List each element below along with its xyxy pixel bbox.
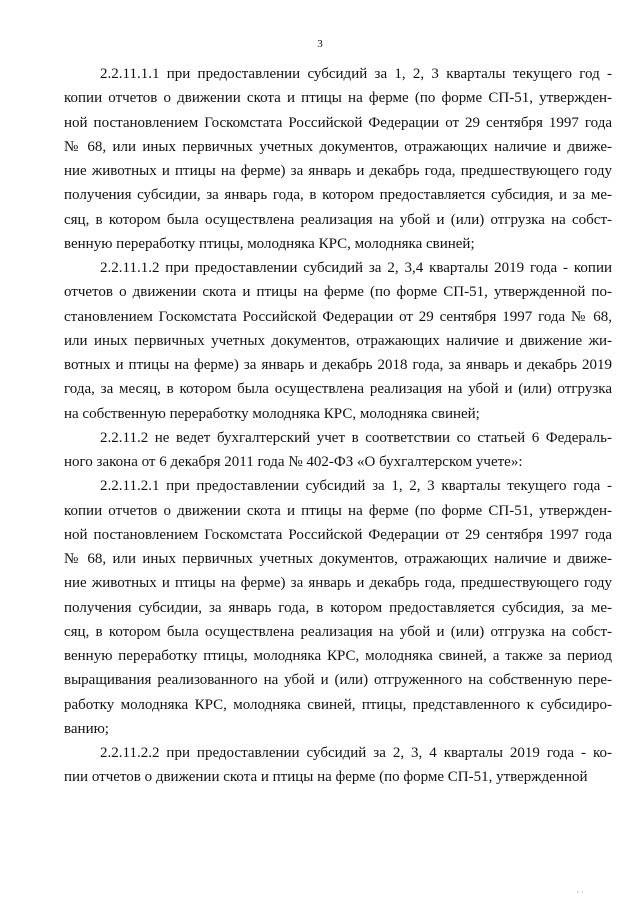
text-line: на собственную переработку молодняка КРС, молодняка свиней;: [64, 405, 480, 422]
text-line: ние животных и птицы на ферме) за январь и декабрь года, предшествующего году: [64, 575, 612, 592]
text-line: венную переработку птицы, молодняка КРС, молодняка свиней, а также за период: [64, 648, 612, 664]
document-body: [64, 62, 612, 790]
text-line: 2.2.11.1.1 при предоставлении субсидий за 1, 2, 3 кварталы текущего год -: [100, 66, 612, 82]
text-line: 2.2.11.1.2 при предоставлении субсидий за 2, 3,4 кварталы 2019 года - копии: [100, 260, 612, 276]
text-line: № 68, или иных первичных учетных документов, отражающих наличие и движе-: [64, 551, 612, 567]
paragraph-p5: [64, 741, 612, 790]
text-line: выращивания реализованного на убой и (или) отгруженного на собственную пере-: [64, 672, 612, 689]
text-line: ние животных и птицы на ферме) за январь и декабрь года, предшествующего году: [64, 163, 612, 179]
text-line: 2.2.11.2 не ведет бухгалтерский учет в соответствии со статьей 6 Федераль-: [100, 429, 612, 446]
text-line: копии отчетов о движении скота и птицы на ферме (по форме СП-51, утвержден-: [64, 502, 612, 519]
scan-artifact-mark: · ·: [576, 888, 584, 897]
text-line: венную переработку птицы, молодняка КРС, молодняка свиней;: [64, 235, 475, 252]
text-line: получения субсидии, за январь года, в котором предоставляется субсидия, за ме-: [64, 599, 612, 616]
text-line: № 68, или иных первичных учетных документов, отражающих наличие и движе-: [64, 138, 612, 155]
text-line: 2.2.11.2.1 при предоставлении субсидий за 1, 2, 3 кварталы текущего года -: [100, 478, 612, 495]
text-line: ной постановлением Госкомстата Российской Федерации от 29 сентября 1997 года: [64, 114, 612, 131]
text-line: работку молодняка КРС, молодняка свиней, птицы, представленного к субсидиро-: [64, 696, 612, 713]
text-line: сяц, в котором была осуществлена реализация на убой и (или) отгрузка на собст-: [64, 211, 612, 228]
text-line: становлением Госкомстата Российской Федерации от 29 сентября 1997 года № 68,: [64, 308, 612, 325]
paragraph-p3: [64, 426, 612, 475]
paragraph-p4: [64, 474, 612, 741]
text-line: или иных первичных учетных документов, отражающих наличие и движение жи-: [64, 332, 612, 349]
text-line: отчетов о движении скота и птицы на ферме (по форме СП-51, утвержденной по-: [64, 284, 612, 301]
text-line: копии отчетов о движении скота и птицы на ферме (по форме СП-51, утвержден-: [64, 90, 612, 107]
page-number: 3: [317, 38, 323, 50]
paragraph-p2: [64, 256, 612, 426]
text-line: пии отчетов о движении скота и птицы на ферме (по форме СП-51, утвержденной: [64, 769, 588, 786]
text-line: ванию;: [64, 720, 109, 737]
text-line: ного закона от 6 декабря 2011 года № 402-ФЗ «О бухгалтерском учете»:: [64, 454, 523, 470]
text-line: вотных и птицы на ферме) за январь и декабрь 2018 года, за январь и декабрь 2019: [64, 357, 612, 373]
text-line: получения субсидии, за январь года, в котором предоставляется субсидия, и за ме-: [64, 187, 612, 204]
paragraph-p1: [64, 62, 612, 256]
text-line: сяц, в котором была осуществлена реализация на убой и (или) отгрузка на собст-: [64, 623, 612, 640]
text-line: 2.2.11.2.2 при предоставлении субсидий за 2, 3, 4 кварталы 2019 года - ко-: [100, 745, 612, 761]
text-line: ной постановлением Госкомстата Российской Федерации от 29 сентября 1997 года: [64, 526, 612, 543]
text-line: года, за месяц, в котором была осуществлена реализация на убой и (или) отгрузка: [64, 381, 612, 398]
